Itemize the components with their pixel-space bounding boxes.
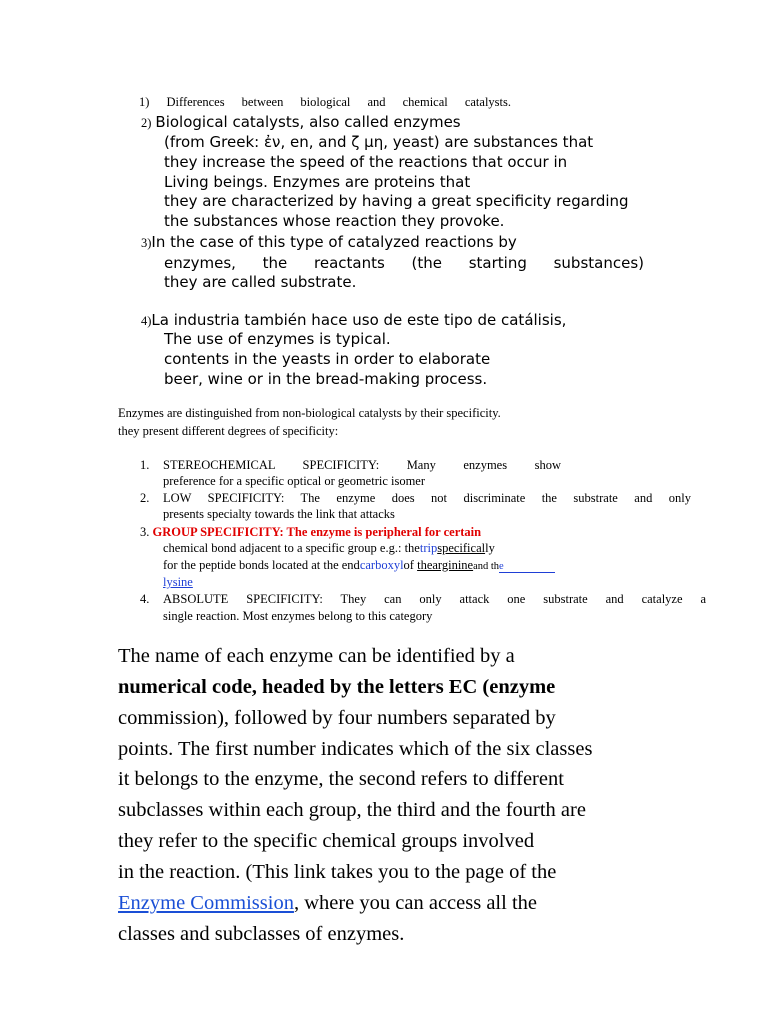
ec-line: The name of each enzyme can be identified by a [118, 645, 515, 667]
spec-3-heading [140, 525, 481, 540]
item-4-line: beer, wine or in the bread-making process. [164, 370, 488, 388]
spec-1-first-line: STEREOCHEMICAL SPECIFICITY: Many enzymes show [163, 458, 561, 472]
spec-3-text: of [403, 558, 418, 572]
ec-line: classes and subclasses of enzymes. [118, 923, 405, 945]
item-1-text: Differences between biological and chemical catalysts. [166, 95, 511, 109]
spec-3-text-small: and th [473, 561, 500, 572]
item-4-line: contents in the yeasts in order to elaborate [164, 350, 491, 368]
spec-1-second-line: preference for a specific optical or geometric isomer [163, 474, 426, 488]
spec-2-number: 2. [140, 491, 150, 505]
spec-3-text: ly [485, 541, 495, 555]
spec-3-specifical: specifical [437, 541, 486, 555]
ec-line: it belongs to the enzyme, the second refers to different [118, 768, 564, 790]
intro-line-2: they present different degrees of specificity: [118, 424, 339, 438]
spec-3-text: for the peptide bonds located at the end [163, 558, 360, 572]
item-4-line: The use of enzymes is typical. [164, 330, 391, 348]
spec-3-title: GROUP SPECIFICITY: The enzyme is peripheral for certain [152, 525, 482, 539]
enzyme-commission-link[interactable]: Enzyme Commission [118, 892, 294, 914]
ec-line [118, 892, 537, 915]
item-2 [141, 113, 461, 132]
ec-line: in the reaction. (This link takes you to the page of the [118, 861, 557, 883]
intro-line-1: Enzymes are distinguished from non-biological catalysts by their specificity. [118, 406, 501, 420]
spec-4-second-line: single reaction. Most enzymes belong to this category [163, 609, 433, 623]
item-2-line: they are characterized by having a great specificity regarding [164, 192, 629, 210]
ec-line: points. The first number indicates which of the six classes [118, 738, 593, 760]
spec-3-link-carboxyl[interactable]: carboxyl [359, 558, 404, 572]
spec-3-line-2 [163, 541, 495, 556]
item-1 [139, 95, 511, 110]
ec-line: commission), followed by four numbers separated by [118, 707, 556, 729]
spec-3-link-trip[interactable]: trip [419, 541, 438, 555]
spec-4-number: 4. [140, 592, 150, 606]
item-2-line: they increase the speed of the reactions that occur in [164, 153, 568, 171]
spec-3-link-lysine[interactable]: lysine [163, 575, 193, 589]
item-3-line: they are called substrate. [164, 273, 357, 291]
spec-3-link-arginine[interactable]: thearginine [417, 558, 474, 572]
item-3-first-line: In the case of this type of catalyzed reactions by [151, 233, 517, 251]
ec-line-rest: , where you can access all the [293, 892, 537, 914]
item-3 [141, 233, 517, 252]
spec-1-number: 1. [140, 458, 150, 472]
item-2-number: 2) [141, 116, 152, 130]
item-1-number: 1) [139, 95, 150, 109]
item-4-number: 4) [141, 314, 152, 328]
item-3-line: enzymes, the reactants (the starting substances) [164, 254, 644, 272]
spec-3-number: 3. [140, 525, 150, 539]
item-2-first-line: Biological catalysts, also called enzymes [155, 113, 461, 131]
spec-2-second-line: presents specialty towards the link that attacks [163, 507, 395, 521]
item-2-line: Living beings. Enzymes are proteins that [164, 173, 471, 191]
item-2-line: the substances whose reaction they provoke. [164, 212, 505, 230]
item-3-number: 3) [141, 236, 152, 250]
ec-line: they refer to the specific chemical groups involved [118, 830, 535, 852]
spec-3-text: chemical bond adjacent to a specific group e.g.: the [163, 541, 420, 555]
spec-4-first-line: ABSOLUTE SPECIFICITY: They can only attack one substrate and catalyze a [163, 592, 706, 606]
spec-3-link-blank[interactable]: e [499, 561, 555, 573]
spec-3-line-3 [163, 558, 555, 573]
ec-line: subclasses within each group, the third and the fourth are [118, 799, 586, 821]
item-2-line: (from Greek: ἐν, en, and ζ μη, yeast) are substances that [164, 133, 594, 151]
spec-2-first-line: LOW SPECIFICITY: The enzyme does not discriminate the substrate and only [163, 491, 691, 505]
item-4 [141, 311, 566, 330]
item-4-first-line: La industria también hace uso de este tipo de catálisis, [151, 311, 567, 329]
ec-line-bold: numerical code, headed by the letters EC (enzyme [118, 676, 556, 698]
